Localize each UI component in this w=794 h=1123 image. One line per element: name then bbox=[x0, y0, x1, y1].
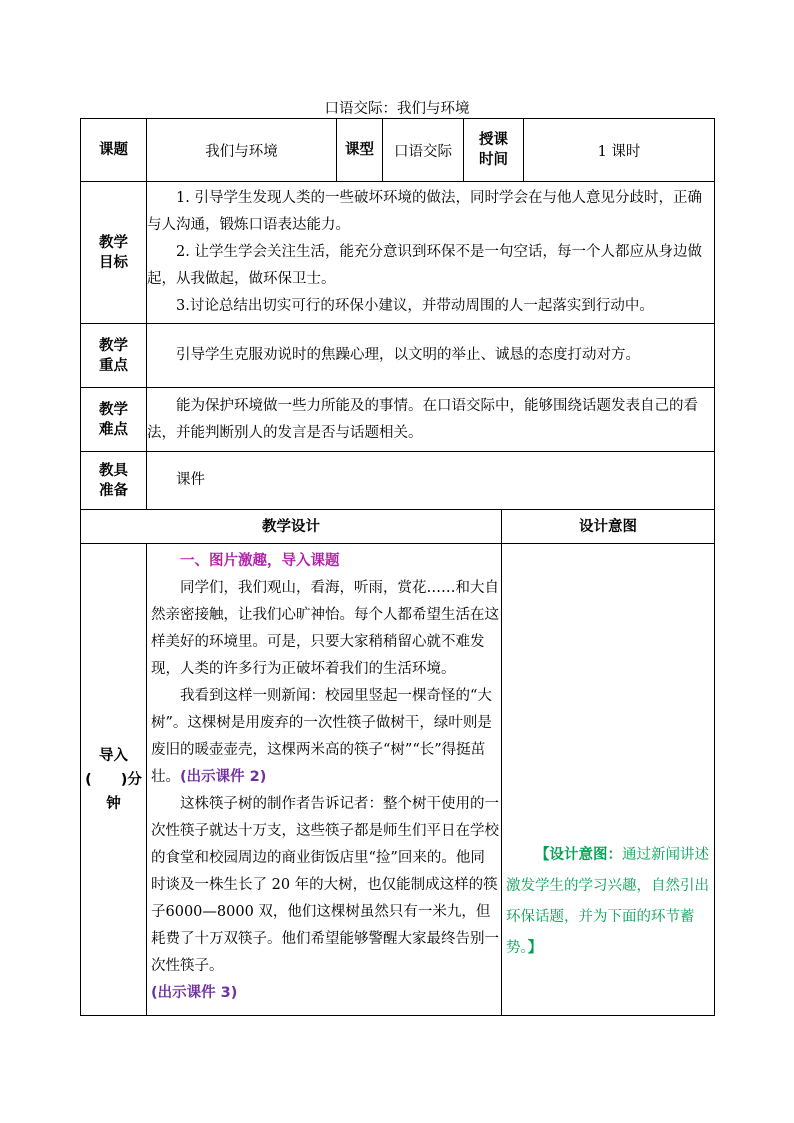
time-value: 1 课时 bbox=[524, 119, 715, 182]
key-points-text: 引导学生克服劝说时的焦躁心理，以文明的举止、诚恳的态度打动对方。 bbox=[176, 347, 640, 363]
time-label-line1: 授课 bbox=[479, 132, 508, 148]
stage-label-line3: 钟 bbox=[106, 795, 121, 812]
difficulties-label bbox=[81, 388, 147, 452]
time-label-line2: 时间 bbox=[479, 152, 508, 168]
intent-header: 设计意图 bbox=[502, 510, 715, 544]
objectives-label bbox=[81, 182, 147, 324]
materials-label-line1: 教具 bbox=[99, 462, 128, 479]
intent-lead: 【设计意图： bbox=[535, 847, 622, 863]
lesson-plan-table bbox=[80, 118, 715, 1016]
materials-content bbox=[147, 452, 715, 510]
difficulties-label-line2: 难点 bbox=[99, 421, 128, 438]
difficulties-text: 能为保护环境做一些力所能及的事情。在口语交际中，能够围绕话题发表自己的看法，并能判断别人的发言是否与话题相关。 bbox=[147, 397, 698, 441]
objectives-row bbox=[81, 182, 715, 324]
type-label: 课型 bbox=[337, 119, 383, 182]
stage-design-content bbox=[147, 544, 502, 1016]
type-value: 口语交际 bbox=[383, 119, 464, 182]
objective-item-2: 2. 让学生学会关注生活，能充分意识到环保不是一句空话，每一个人都应从身边做起，从我做起，做环保卫士。 bbox=[147, 244, 702, 287]
key-points-content bbox=[147, 324, 715, 388]
page-title: 口语交际：我们与环境 bbox=[324, 101, 470, 117]
objective-item-1: 1. 引导学生发现人类的一些破坏环境的做法，同时学会在与他人意见分歧时，正确与人沟通，锻炼口语表达能力。 bbox=[147, 190, 702, 233]
objectives-label-line1: 教学 bbox=[99, 234, 128, 251]
header-row bbox=[81, 119, 715, 182]
subject-value: 我们与环境 bbox=[147, 119, 337, 182]
key-points-row bbox=[81, 324, 715, 388]
courseware-cue-3: (出示课件 3) bbox=[151, 985, 238, 1001]
materials-label-line2: 准备 bbox=[99, 482, 128, 499]
key-points-label-line1: 教学 bbox=[99, 337, 128, 354]
stage-heading: 一、图片激趣，导入课题 bbox=[180, 553, 340, 569]
objectives-label-line2: 目标 bbox=[99, 254, 128, 271]
stage-paragraph-3: 这株筷子树的制作者告诉记者：整个树干使用的一次性筷子就达十万支，这些筷子都是师生们平日在学校的食堂和校园周边的商业街饭店里“捡”回来的。他同时谈及一株生长了 20 年的大树，也仅能制成这样的筷子6000—8000 双，他们这棵树虽然只有一米九，但耗费了十万双筷子。他们希望能够警醒大家最终告别一次性筷子。 bbox=[151, 796, 499, 974]
materials-label bbox=[81, 452, 147, 510]
key-points-label-line2: 重点 bbox=[99, 357, 128, 374]
time-label bbox=[464, 119, 524, 182]
stage-label-line2: ( )分 bbox=[85, 771, 142, 788]
difficulties-row bbox=[81, 388, 715, 452]
stage-label-line1: 导入 bbox=[99, 747, 128, 764]
stage-paragraph-2 bbox=[151, 683, 499, 791]
objective-item-3: 3.讨论总结出切实可行的环保小建议，并带动周围的人一起落实到行动中。 bbox=[176, 298, 654, 314]
design-header: 教学设计 bbox=[81, 510, 502, 544]
difficulties-content bbox=[147, 388, 715, 452]
stage-paragraph-2-text: 我看到这样一则新闻：校园里竖起一棵奇怪的“大树”。这棵树是用废弃的一次性筷子做树干，绿叶则是废旧的暖壶壶壳，这棵两米高的筷子“树”“长”得挺茁壮。 bbox=[151, 688, 492, 785]
objectives-content bbox=[147, 182, 715, 324]
intent-end: 】 bbox=[527, 940, 543, 956]
stage-paragraph-1: 同学们，我们观山，看海，听雨，赏花……和大自然亲密接触，让我们心旷神怡。每个人都希望生活在这样美好的环境里。可是，只要大家稍稍留心就不难发现，人类的许多行为正破坏着我们的生活环境。 bbox=[151, 580, 499, 677]
stage-label bbox=[81, 544, 147, 1016]
intent-body: 通过新闻讲述激发学生的学习兴趣，自然引出环保话题，并为下面的环节蓄势。 bbox=[506, 847, 709, 956]
key-points-label bbox=[81, 324, 147, 388]
intro-stage-row bbox=[81, 544, 715, 1016]
materials-row bbox=[81, 452, 715, 510]
design-header-row bbox=[81, 510, 715, 544]
materials-text: 课件 bbox=[176, 472, 205, 488]
subject-label: 课题 bbox=[81, 119, 147, 182]
design-intent-note bbox=[502, 544, 714, 964]
courseware-cue-2: (出示课件 2) bbox=[180, 769, 267, 785]
difficulties-label-line1: 教学 bbox=[99, 401, 128, 418]
stage-intent-content bbox=[502, 544, 715, 1016]
